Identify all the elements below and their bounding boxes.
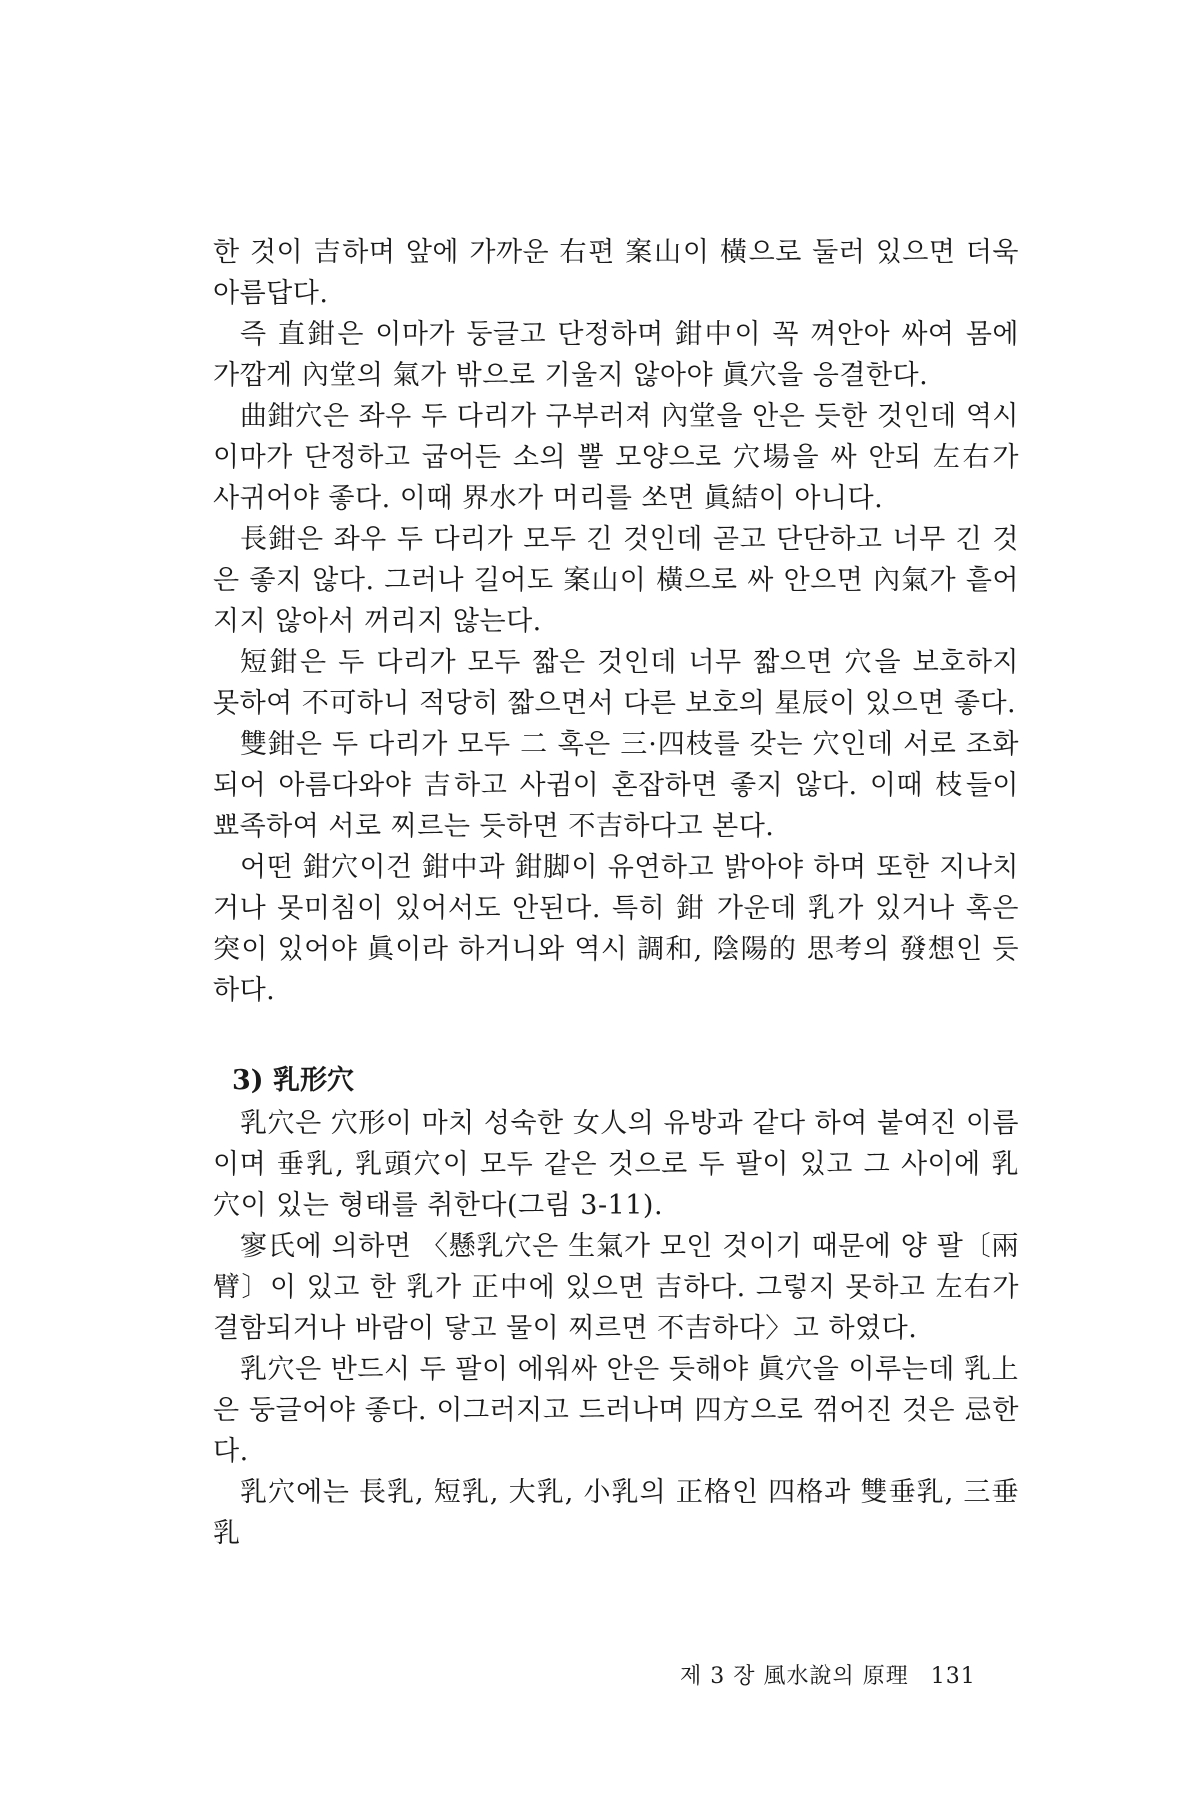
paragraph: 長鉗은 좌우 두 다리가 모두 긴 것인데 곧고 단단하고 너무 긴 것은 좋지 않다. 그러나 길어도 案山이 橫으로 싸 안으면 內氣가 흩어지지 않아서 꺼리지 않는다. <box>213 524 1019 637</box>
page-number: 131 <box>930 1664 976 1689</box>
paragraph: 短鉗은 두 다리가 모두 짧은 것인데 너무 짧으면 穴을 보호하지 못하여 不可하니 적당히 짧으면서 다른 보호의 星辰이 있으면 좋다. <box>213 647 1019 719</box>
paragraph: 曲鉗穴은 좌우 두 다리가 구부러져 內堂을 안은 듯한 것인데 역시 이마가 단정하고 굽어든 소의 뿔 모양으로 穴場을 싸 안되 左右가 사귀어야 좋다. 이때 界水가 머리를 쏘면 眞結이 아니다. <box>213 401 1019 514</box>
paragraph: 乳穴에는 長乳, 短乳, 大乳, 小乳의 正格인 四格과 雙垂乳, 三垂乳 <box>213 1477 1019 1549</box>
running-chapter-title: 제 3 장 風水說의 原理 <box>680 1664 909 1689</box>
paragraph: 즉 直鉗은 이마가 둥글고 단정하며 鉗中이 꼭 껴안아 싸여 몸에 가깝게 內堂의 氣가 밖으로 기울지 않아야 眞穴을 응결한다. <box>213 319 1019 391</box>
paragraph: 乳穴은 穴形이 마치 성숙한 女人의 유방과 같다 하여 붙여진 이름이며 垂乳, 乳頭穴이 모두 같은 것으로 두 팔이 있고 그 사이에 乳穴이 있는 형태를 취한다(그림 3-11). <box>213 1108 1019 1221</box>
paragraph: 한 것이 吉하며 앞에 가까운 右편 案山이 橫으로 둘러 있으면 더욱 아름답다. <box>213 237 1019 309</box>
paragraph: 雙鉗은 두 다리가 모두 二 혹은 三·四枝를 갖는 穴인데 서로 조화되어 아름다와야 吉하고 사귐이 혼잡하면 좋지 않다. 이때 枝들이 뾰족하여 서로 찌르는 듯하면 不吉하다고 본다. <box>213 729 1019 842</box>
page-footer <box>680 1662 976 1692</box>
paragraph: 어떤 鉗穴이건 鉗中과 鉗脚이 유연하고 밝아야 하며 또한 지나치거나 못미침이 있어서도 안된다. 특히 鉗 가운데 乳가 있거나 혹은 突이 있어야 眞이라 하거니와 역시 調和, 陰陽的 思考의 發想인 듯하다. <box>213 852 1019 1006</box>
paragraph: 乳穴은 반드시 두 팔이 에워싸 안은 듯해야 眞穴을 이루는데 乳上은 둥글어야 좋다. 이그러지고 드러나며 四方으로 꺾어진 것은 忌한다. <box>213 1354 1019 1467</box>
paragraph: 寥氏에 의하면 〈懸乳穴은 生氣가 모인 것이기 때문에 양 팔〔兩臂〕이 있고 한 乳가 正中에 있으면 吉하다. 그렇지 못하고 左右가 결함되거나 바람이 닿고 물이 찌르면 不吉하다〉고 하였다. <box>213 1231 1019 1344</box>
body-text-bottom <box>213 1103 1019 1554</box>
body-text-top <box>213 232 1019 1011</box>
section-heading: 3) 乳形穴 <box>232 1065 354 1096</box>
